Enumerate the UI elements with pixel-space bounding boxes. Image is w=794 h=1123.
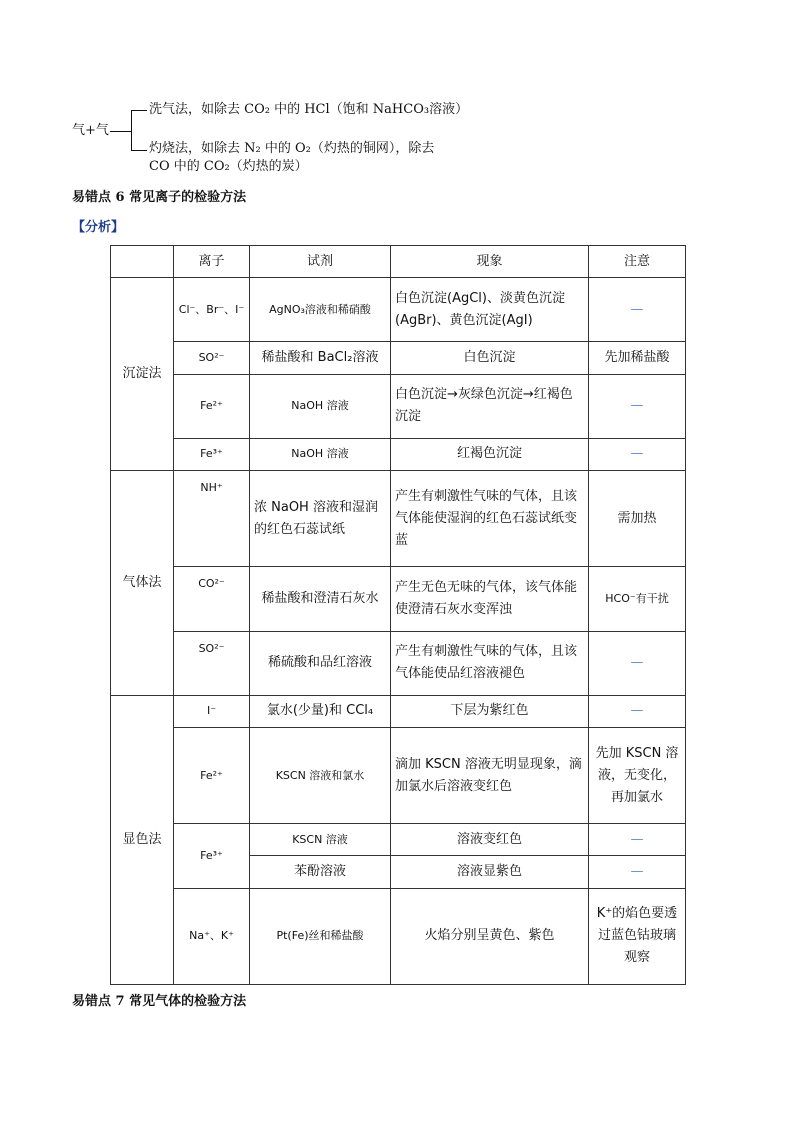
bracket-stem (110, 131, 131, 132)
group-gas: 气体法 (111, 470, 174, 695)
table-header-row (111, 246, 686, 278)
row-ion: CO²⁻ (174, 567, 250, 631)
row-note: — (589, 631, 686, 695)
group-color: 显色法 (111, 695, 174, 984)
header-phenomenon: 现象 (391, 246, 589, 278)
table-row (111, 470, 686, 566)
row-note: — (589, 438, 686, 470)
table-row (111, 888, 686, 984)
row-note: — (589, 695, 686, 727)
row-phenomenon: 滴加 KSCN 溶液无明显现象，滴加氯水后溶液变红色 (391, 727, 589, 823)
row-reagent: Pt(Fe)丝和稀盐酸 (250, 888, 391, 984)
burn-method-line2: CO 中的 CO₂（灼热的炭） (149, 159, 308, 174)
burn-method-line1: 灼烧法，如除去 N₂ 中的 O₂（灼热的铜网），除去 (149, 141, 435, 156)
heading-error-point-7: 易错点 7 常见气体的检验方法 (72, 994, 247, 1009)
row-ion: SO²⁻ (174, 342, 250, 374)
header-note: 注意 (589, 246, 686, 278)
ion-test-table (110, 245, 686, 985)
row-ion: Cl⁻、Br⁻、I⁻ (174, 278, 250, 342)
table-row (111, 567, 686, 631)
row-note: 先加 KSCN 溶液，无变化，再加氯水 (589, 727, 686, 823)
analysis-label: 【分析】 (72, 220, 125, 235)
row-reagent: 氯水(少量)和 CCl₄ (250, 695, 391, 727)
bracket-vertical (131, 110, 132, 150)
row-ion: Fe³⁺ (174, 438, 250, 470)
row-note: HCO⁻有干扰 (589, 567, 686, 631)
row-reagent: 稀硫酸和品红溶液 (250, 631, 391, 695)
table-row (111, 374, 686, 438)
row-note: 需加热 (589, 470, 686, 566)
row-phenomenon: 溶液显紫色 (391, 856, 589, 888)
header-ion: 离子 (174, 246, 250, 278)
row-reagent: 稀盐酸和澄清石灰水 (250, 567, 391, 631)
row-ion: I⁻ (174, 695, 250, 727)
row-ion: Fe²⁺ (174, 374, 250, 438)
row-ion: NH⁺ (174, 470, 250, 566)
row-phenomenon: 白色沉淀(AgCl)、淡黄色沉淀(AgBr)、黄色沉淀(AgI) (391, 278, 589, 342)
row-phenomenon: 下层为紫红色 (391, 695, 589, 727)
wash-gas-method: 洗气法，如除去 CO₂ 中的 HCl（饱和 NaHCO₃溶液） (149, 102, 469, 117)
row-phenomenon: 产生有刺激性气味的气体，且该气体能使湿润的红色石蕊试纸变蓝 (391, 470, 589, 566)
table-row (111, 278, 686, 342)
row-reagent: NaOH 溶液 (250, 438, 391, 470)
row-ion: SO²⁻ (174, 631, 250, 695)
row-ion: Fe³⁺ (174, 824, 250, 888)
row-reagent: 苯酚溶液 (250, 856, 391, 888)
table-row (111, 342, 686, 374)
row-ion: Na⁺、K⁺ (174, 888, 250, 984)
table-row (111, 695, 686, 727)
row-reagent: NaOH 溶液 (250, 374, 391, 438)
header-reagent: 试剂 (250, 246, 391, 278)
row-phenomenon: 白色沉淀→灰绿色沉淀→红褐色沉淀 (391, 374, 589, 438)
row-note: K⁺的焰色要透过蓝色钴玻璃观察 (589, 888, 686, 984)
row-reagent: 稀盐酸和 BaCl₂溶液 (250, 342, 391, 374)
header-blank (111, 246, 174, 278)
row-reagent: AgNO₃溶液和稀硝酸 (250, 278, 391, 342)
row-reagent: KSCN 溶液和氯水 (250, 727, 391, 823)
table-row (111, 727, 686, 823)
row-phenomenon: 火焰分别呈黄色、紫色 (391, 888, 589, 984)
bracket-top-arm (131, 110, 147, 111)
row-note: — (589, 856, 686, 888)
row-note: 先加稀盐酸 (589, 342, 686, 374)
row-phenomenon: 溶液变红色 (391, 824, 589, 856)
row-reagent: 浓 NaOH 溶液和湿润的红色石蕊试纸 (250, 470, 391, 566)
row-note: — (589, 374, 686, 438)
row-reagent: KSCN 溶液 (250, 824, 391, 856)
table-row (111, 631, 686, 695)
group-precipitation: 沉淀法 (111, 278, 174, 471)
bracket-bottom-arm (131, 150, 147, 151)
row-note: — (589, 278, 686, 342)
table-row (111, 438, 686, 470)
heading-error-point-6: 易错点 6 常见离子的检验方法 (72, 190, 247, 205)
row-ion: Fe²⁺ (174, 727, 250, 823)
row-phenomenon: 白色沉淀 (391, 342, 589, 374)
row-phenomenon: 红褐色沉淀 (391, 438, 589, 470)
row-note: — (589, 824, 686, 856)
row-phenomenon: 产生无色无味的气体，该气体能使澄清石灰水变浑浊 (391, 567, 589, 631)
table-row (111, 824, 686, 856)
row-phenomenon: 产生有刺激性气味的气体，且该气体能使品红溶液褪色 (391, 631, 589, 695)
gas-plus-gas-label: 气+气 (72, 123, 109, 138)
